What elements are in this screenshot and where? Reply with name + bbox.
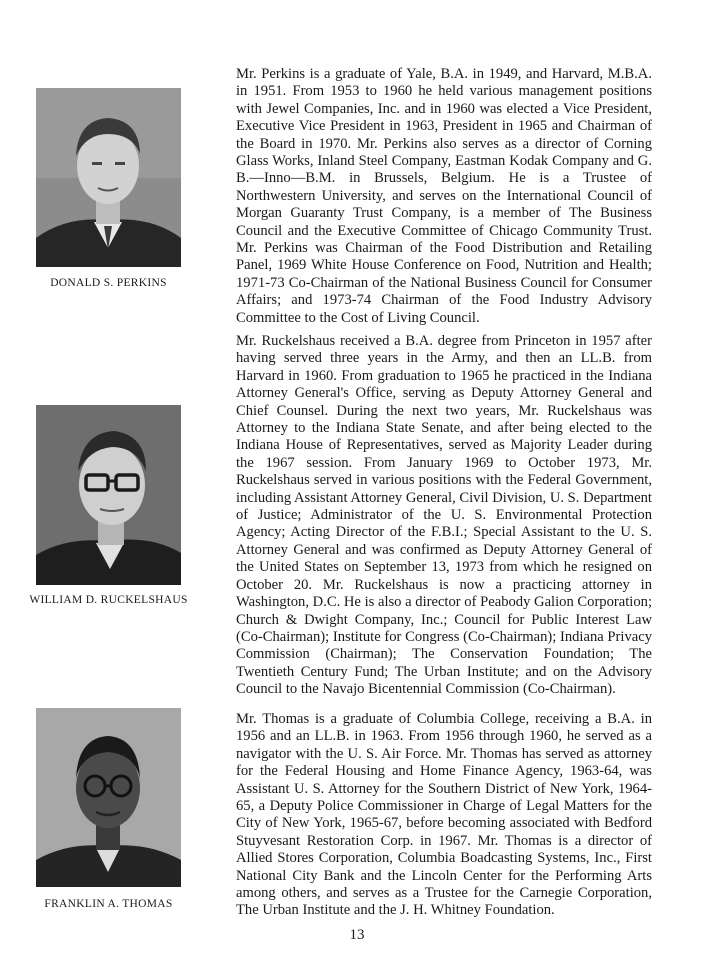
- portrait-photo-ruckelshaus: [36, 405, 181, 585]
- director-bio-thomas: Mr. Thomas is a graduate of Columbia College, receiving a B.A. in 1956 and an LL.B. in 1963. From 1956 through 1960, he served as a navigator with the U. S. Air Force. Mr. Thomas has served as attorney for the Federal Housing and Home Finance Agency, 1963-64, was Assistant U. S. Attorney for the Southern District of New York, 1964-65, a Deputy Police Commissioner in Charge of Legal Matters for the City of New York, 1965-67, before becoming associated with Bedford Stuyvesant Restoration Corp. in 1967. Mr. Thomas is a director of Allied Stores Corporation, Columbia Boadcasting Systems, Inc., First National City Bank and the Lincoln Center for the Performing Arts among others, and serves as a Trustee for the Carnegie Corporation, The Urban Institute and the J. H. Whitney Foundation.: [236, 711, 652, 919]
- page-number: 13: [349, 927, 365, 943]
- director-bio-perkins: Mr. Perkins is a graduate of Yale, B.A. in 1949, and Harvard, M.B.A. in 1951. From 1953 to 1960 he held various management positions with Jewel Companies, Inc. and in 1960 was elected a Vice President, Executive Vice President in 1963, President in 1965 and Chairman of the Board in 1970. Mr. Perkins also serves as a director of Corning Glass Works, Inland Steel Company, Eastman Kodak Company and G. B.—Inno—B.M. in Brussels, Belgium. He is a Trustee of Northwestern University, and serves on the International Council of Morgan Guaranty Trust Company, is a member of The Business Council and the Executive Committee of Chicago Community Trust. Mr. Perkins was Chairman of the Food Distribution and Retailing Panel, 1969 White House Conference on Food, Nutrition and Health; 1971-73 Co-Chairman of the National Business Council for Consumer Affairs; and 1973-74 Chairman of the Food Industry Advisory Committee to the Cost of Living Council.: [236, 66, 652, 326]
- director-name-thomas: FRANKLIN A. THOMAS: [44, 898, 173, 910]
- portrait-photo-perkins: [36, 88, 181, 267]
- director-name-perkins: DONALD S. PERKINS: [50, 277, 167, 289]
- director-name-ruckelshaus: WILLIAM D. RUCKELSHAUS: [29, 594, 188, 606]
- portrait-photo-thomas: [36, 708, 181, 887]
- director-bio-ruckelshaus: Mr. Ruckelshaus received a B.A. degree from Princeton in 1957 after having served three years in the Army, and then an LL.B. from Harvard in 1960. From graduation to 1965 he practiced in the Indiana Attorney General's Office, serving as Deputy Attorney General and Chief Counsel. During the next two years, Mr. Ruckelshaus was Attorney to the Indiana State Senate, and after being elected to the Indiana House of Representatives, served as Majority Leader during the 1967 session. From January 1969 to October 1973, Mr. Ruckelshaus served in various positions with the Federal Government, including Assistant Attorney General, Civil Division, U. S. Department of Justice; Administrator of the U. S. Environmental Protection Agency; Acting Director of the F.B.I.; Special Assistant to the U. S. Attorney General and was confirmed as Deputy Attorney General of the United States on September 13, 1973 from which he resigned on October 20. Mr. Ruckelshaus is now a practicing attorney in Washington, D.C. He is also a director of Peabody Galion Corporation; Church & Dwight Company, Inc.; Council for Public Interest Law (Co-Chairman); Institute for Congress (Co-Chairman); Indiana Privacy Commission (Chairman); The Conservation Foundation; The Twentieth Century Fund; The Urban Institute; and on the Advisory Council to the Navajo Bicentennial Commission (Co-Chairman).: [236, 333, 652, 698]
